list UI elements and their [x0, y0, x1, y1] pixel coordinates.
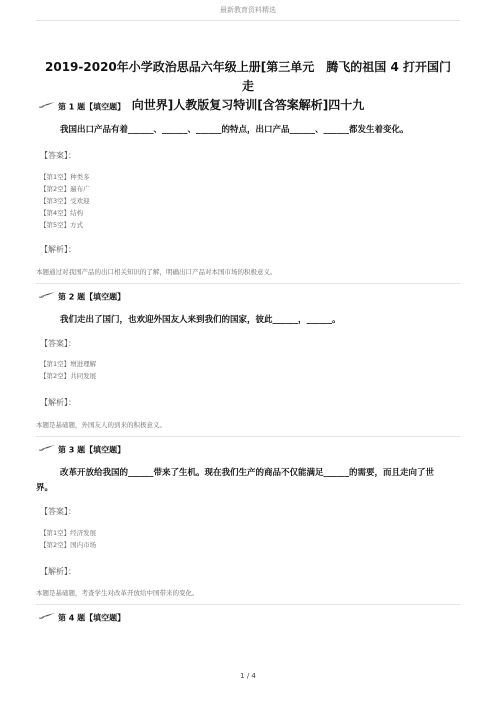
question-1-answer-4: 【第4空】结构 [40, 209, 84, 217]
question-2-answer-label: 【答案】： [40, 339, 76, 348]
question-1-answer-5: 【第5空】方式 [40, 221, 84, 229]
question-3-text-line-1: 改革开放给我国的______带来了生机。现在我们生产的商品不仅能满足______的需要，而且走向了世 [60, 468, 435, 478]
question-2-heading [38, 291, 125, 304]
section-divider [36, 283, 460, 284]
question-2-heading-text: 第 2 题【填空题】 [58, 292, 126, 302]
question-1-answer-3: 【第3空】受欢迎 [40, 197, 90, 205]
question-4-heading [38, 612, 125, 625]
question-1-analysis: 本题通过对我国产品的出口相关知识的了解，明确出口产品对本国市场的积极意义。 [36, 268, 277, 276]
question-4-heading-text: 第 4 题【填空题】 [58, 613, 126, 623]
question-3-analysis-label: 【解析】： [40, 567, 76, 576]
question-1-analysis-label: 【解析】： [40, 245, 76, 254]
question-3-text [36, 466, 460, 496]
question-3-answer-1: 【第1空】经济发展 [40, 529, 97, 537]
question-2-analysis-label: 【解析】： [40, 398, 76, 407]
title-line-2: 向世界]人教版复习特训[含答案解析]四十九 [131, 98, 365, 112]
question-2-answer-1: 【第1空】增进理解 [40, 360, 97, 368]
question-3-answer-label: 【答案】： [40, 507, 76, 516]
page-header: 最新教育资料精选 [220, 6, 276, 14]
question-2-text: 我们走出了国门，也欢迎外国友人来到我们的国家，彼此______，______。 [60, 315, 341, 325]
question-1-text: 我国出口产品有着______、______、______的特点，出口产品______、______都发生着变化。 [60, 125, 409, 135]
question-1-heading-text: 第 1 题【填空题】 [58, 102, 126, 112]
question-1-heading [38, 101, 125, 114]
pen-icon [38, 612, 58, 624]
question-3-heading-text: 第 3 题【填空题】 [58, 445, 126, 455]
question-3-answer-2: 【第2空】国内市场 [40, 541, 97, 549]
question-3-text-line-2: 界。 [36, 483, 54, 493]
question-1-answer-1: 【第1空】种类多 [40, 173, 90, 181]
header-divider [36, 20, 460, 21]
question-2-answer-2: 【第2空】共同发展 [40, 372, 97, 380]
section-divider [36, 604, 460, 605]
section-divider [36, 436, 460, 437]
pen-icon [38, 291, 58, 303]
title-line-1: 2019-2020年小学政治思品六年级上册[第三单元 腾飞的祖国 4 打开国门 走 [45, 60, 451, 93]
pen-icon [38, 101, 58, 113]
question-2-analysis: 本题是基础题，外国友人的到来的积极意义。 [36, 421, 166, 429]
question-3-heading [38, 444, 125, 457]
page-number: 1 / 4 [240, 672, 256, 680]
question-3-analysis: 本题是基础题，考查学生对改革开放给中国带来的变化。 [36, 589, 199, 597]
question-1-answer-2: 【第2空】遍布广 [40, 185, 90, 193]
pen-icon [38, 444, 58, 456]
question-1-answer-label: 【答案】： [40, 151, 76, 160]
